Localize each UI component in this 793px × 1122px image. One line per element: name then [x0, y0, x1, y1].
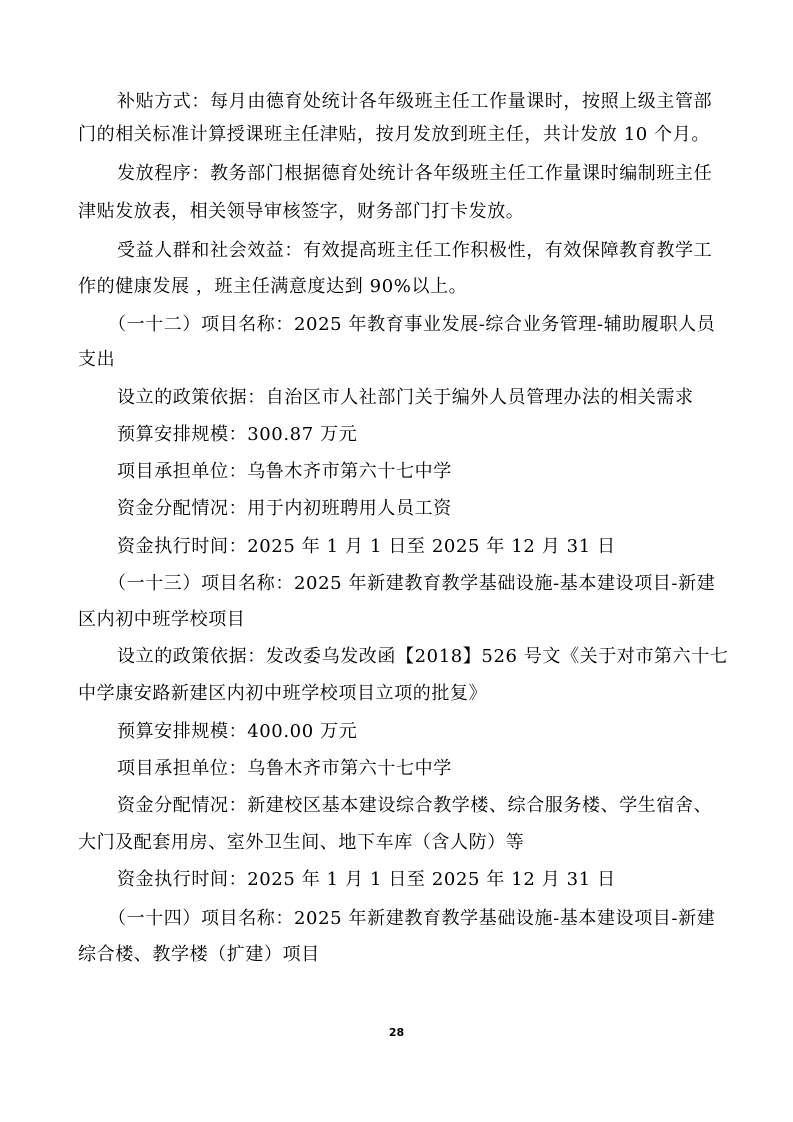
- text-line: 资金执行时间：2025 年 1 月 1 日至 2025 年 12 月 31 日: [117, 536, 616, 557]
- section-heading: （一十二）项目名称：2025 年教育事业发展-综合业务管理-辅助履职人员: [108, 314, 716, 335]
- section-heading: （一十三）项目名称：2025 年新建教育教学基础设施-基本建设项目-新建: [108, 573, 716, 594]
- section-heading: 支出: [78, 349, 116, 370]
- text-line: 资金执行时间：2025 年 1 月 1 日至 2025 年 12 月 31 日: [117, 869, 616, 890]
- text-line: 受益人群和社会效益：有效提高班主任工作积极性，有效保障教育教学工: [117, 240, 713, 261]
- page-number: 28: [388, 1026, 405, 1039]
- text-line: 项目承担单位：乌鲁木齐市第六十七中学: [117, 461, 452, 482]
- text-line: 津贴发放表，相关领导审核签字，财务部门打卡发放。: [78, 201, 525, 222]
- text-line: 中学康安路新建区内初中班学校项目立项的批复》: [78, 683, 488, 704]
- text-line: 设立的政策依据：自治区市人社部门关于编外人员管理办法的相关需求: [117, 387, 694, 408]
- text-line: 大门及配套用房、室外卫生间、地下车库（含人防）等: [78, 832, 525, 853]
- text-line: 作的健康发展 ，班主任满意度达到 90%以上。: [78, 276, 468, 297]
- text-line: 门的相关标准计算授课班主任津贴，按月发放到班主任，共计发放 10 个月。: [78, 124, 710, 145]
- text-line: 资金分配情况：用于内初班聘用人员工资: [117, 498, 452, 519]
- section-heading: （一十四）项目名称：2025 年新建教育教学基础设施-基本建设项目-新建: [108, 908, 716, 929]
- text-line: 发放程序：教务部门根据德育处统计各年级班主任工作量课时编制班主任: [117, 163, 713, 184]
- section-heading: 区内初中班学校项目: [78, 609, 246, 630]
- text-line: 设立的政策依据：发改委乌发改函【2018】526 号文《关于对市第六十七: [117, 646, 729, 667]
- text-line: 预算安排规模：300.87 万元: [117, 424, 358, 445]
- text-line: 资金分配情况：新建校区基本建设综合教学楼、综合服务楼、学生宿舍、: [117, 795, 713, 816]
- text-line: 预算安排规模：400.00 万元: [117, 721, 358, 742]
- section-heading: 综合楼、教学楼（扩建）项目: [78, 944, 320, 965]
- text-line: 补贴方式：每月由德育处统计各年级班主任工作量课时，按照上级主管部: [117, 91, 713, 112]
- text-line: 项目承担单位：乌鲁木齐市第六十七中学: [117, 758, 452, 779]
